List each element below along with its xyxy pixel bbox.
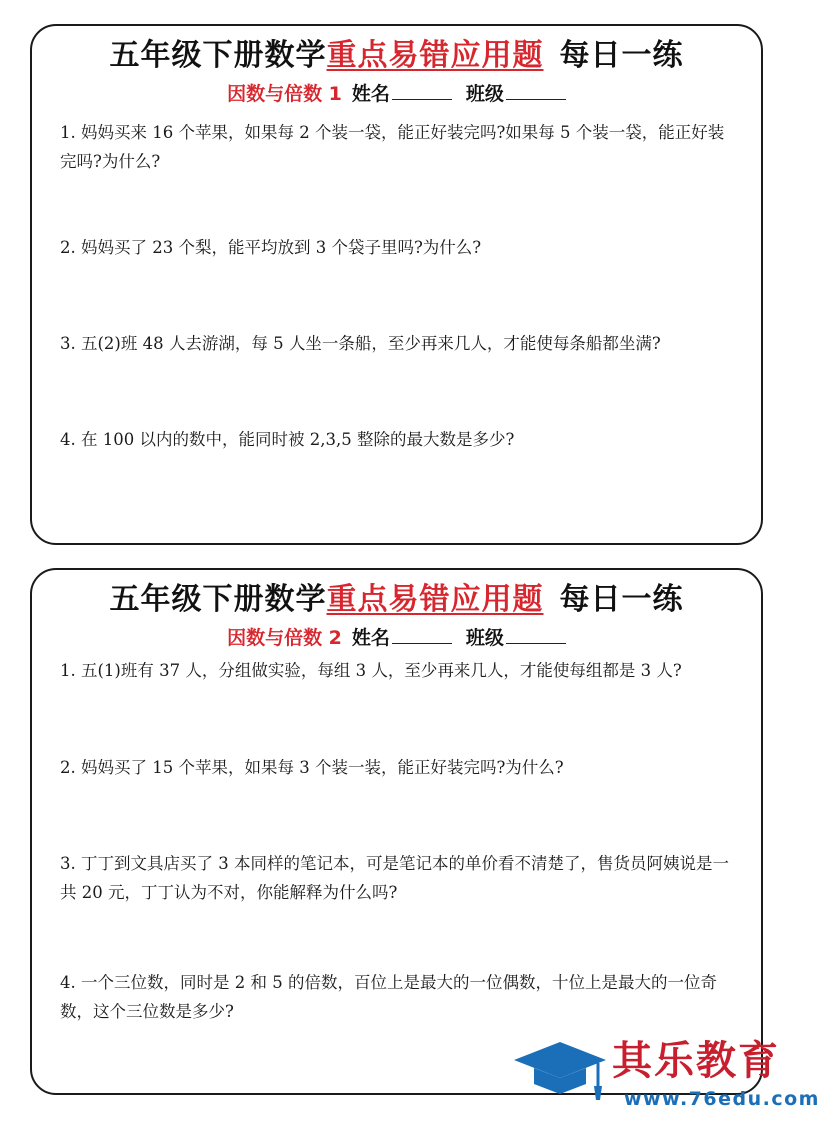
question-2: 2. 妈妈买了 15 个苹果，如果每 3 个装一装，能正好装完吗?为什么? (60, 758, 564, 777)
brand-url[interactable]: www.76edu.com (624, 1088, 820, 1110)
question-4: 4. 在 100 以内的数中，能同时被 2,3,5 整除的最大数是多少? (60, 430, 515, 449)
question-1: 1. 五(1)班有 37 人，分组做实验，每组 3 人，至少再来几人，才能使每组都是 3 人? (60, 661, 682, 680)
name-label: 姓名 (351, 83, 390, 105)
worksheet-title (32, 580, 761, 620)
name-blank[interactable] (392, 625, 452, 644)
class-label: 班级 (465, 83, 504, 105)
question-2: 2. 妈妈买了 23 个梨，能平均放到 3 个袋子里吗?为什么? (60, 238, 482, 257)
brand-logo (512, 1034, 820, 1114)
subtitle-topic: 因数与倍数 2 (227, 627, 342, 649)
question-3: 3. 五(2)班 48 人去游湖，每 5 人坐一条船，至少再来几人，才能使每条船都坐满? (60, 334, 661, 353)
subtitle-topic: 因数与倍数 1 (227, 83, 342, 105)
worksheet-subtitle (32, 80, 761, 108)
question-1: 1. 妈妈买来 16 个苹果，如果每 2 个装一袋，能正好装完吗?如果每 5 个装一袋，能正好装完吗?为什么? (60, 123, 725, 171)
worksheet-card-2 (30, 568, 763, 1095)
worksheet-title (32, 36, 761, 76)
class-blank[interactable] (506, 625, 566, 644)
name-label: 姓名 (351, 627, 390, 649)
class-blank[interactable] (506, 81, 566, 100)
graduation-cap-icon (512, 1038, 608, 1108)
title-main: 五年级下册数学 (109, 582, 327, 617)
name-blank[interactable] (392, 81, 452, 100)
question-4: 4. 一个三位数，同时是 2 和 5 的倍数，百位上是最大的一位偶数，十位上是最大的一位奇数，这个三位数是多少? (60, 973, 717, 1021)
worksheet-card-1 (30, 24, 763, 545)
title-tail: 每日一练 (559, 582, 684, 617)
title-highlight: 重点易错应用题 (326, 38, 544, 73)
title-main: 五年级下册数学 (109, 38, 327, 73)
brand-name: 其乐教育 (612, 1038, 780, 1084)
question-3: 3. 丁丁到文具店买了 3 本同样的笔记本，可是笔记本的单价看不清楚了，售货员阿姨说是一共 20 元，丁丁认为不对，你能解释为什么吗? (60, 854, 729, 902)
class-label: 班级 (465, 627, 504, 649)
title-highlight: 重点易错应用题 (326, 582, 544, 617)
worksheet-subtitle (32, 624, 761, 652)
title-tail: 每日一练 (559, 38, 684, 73)
